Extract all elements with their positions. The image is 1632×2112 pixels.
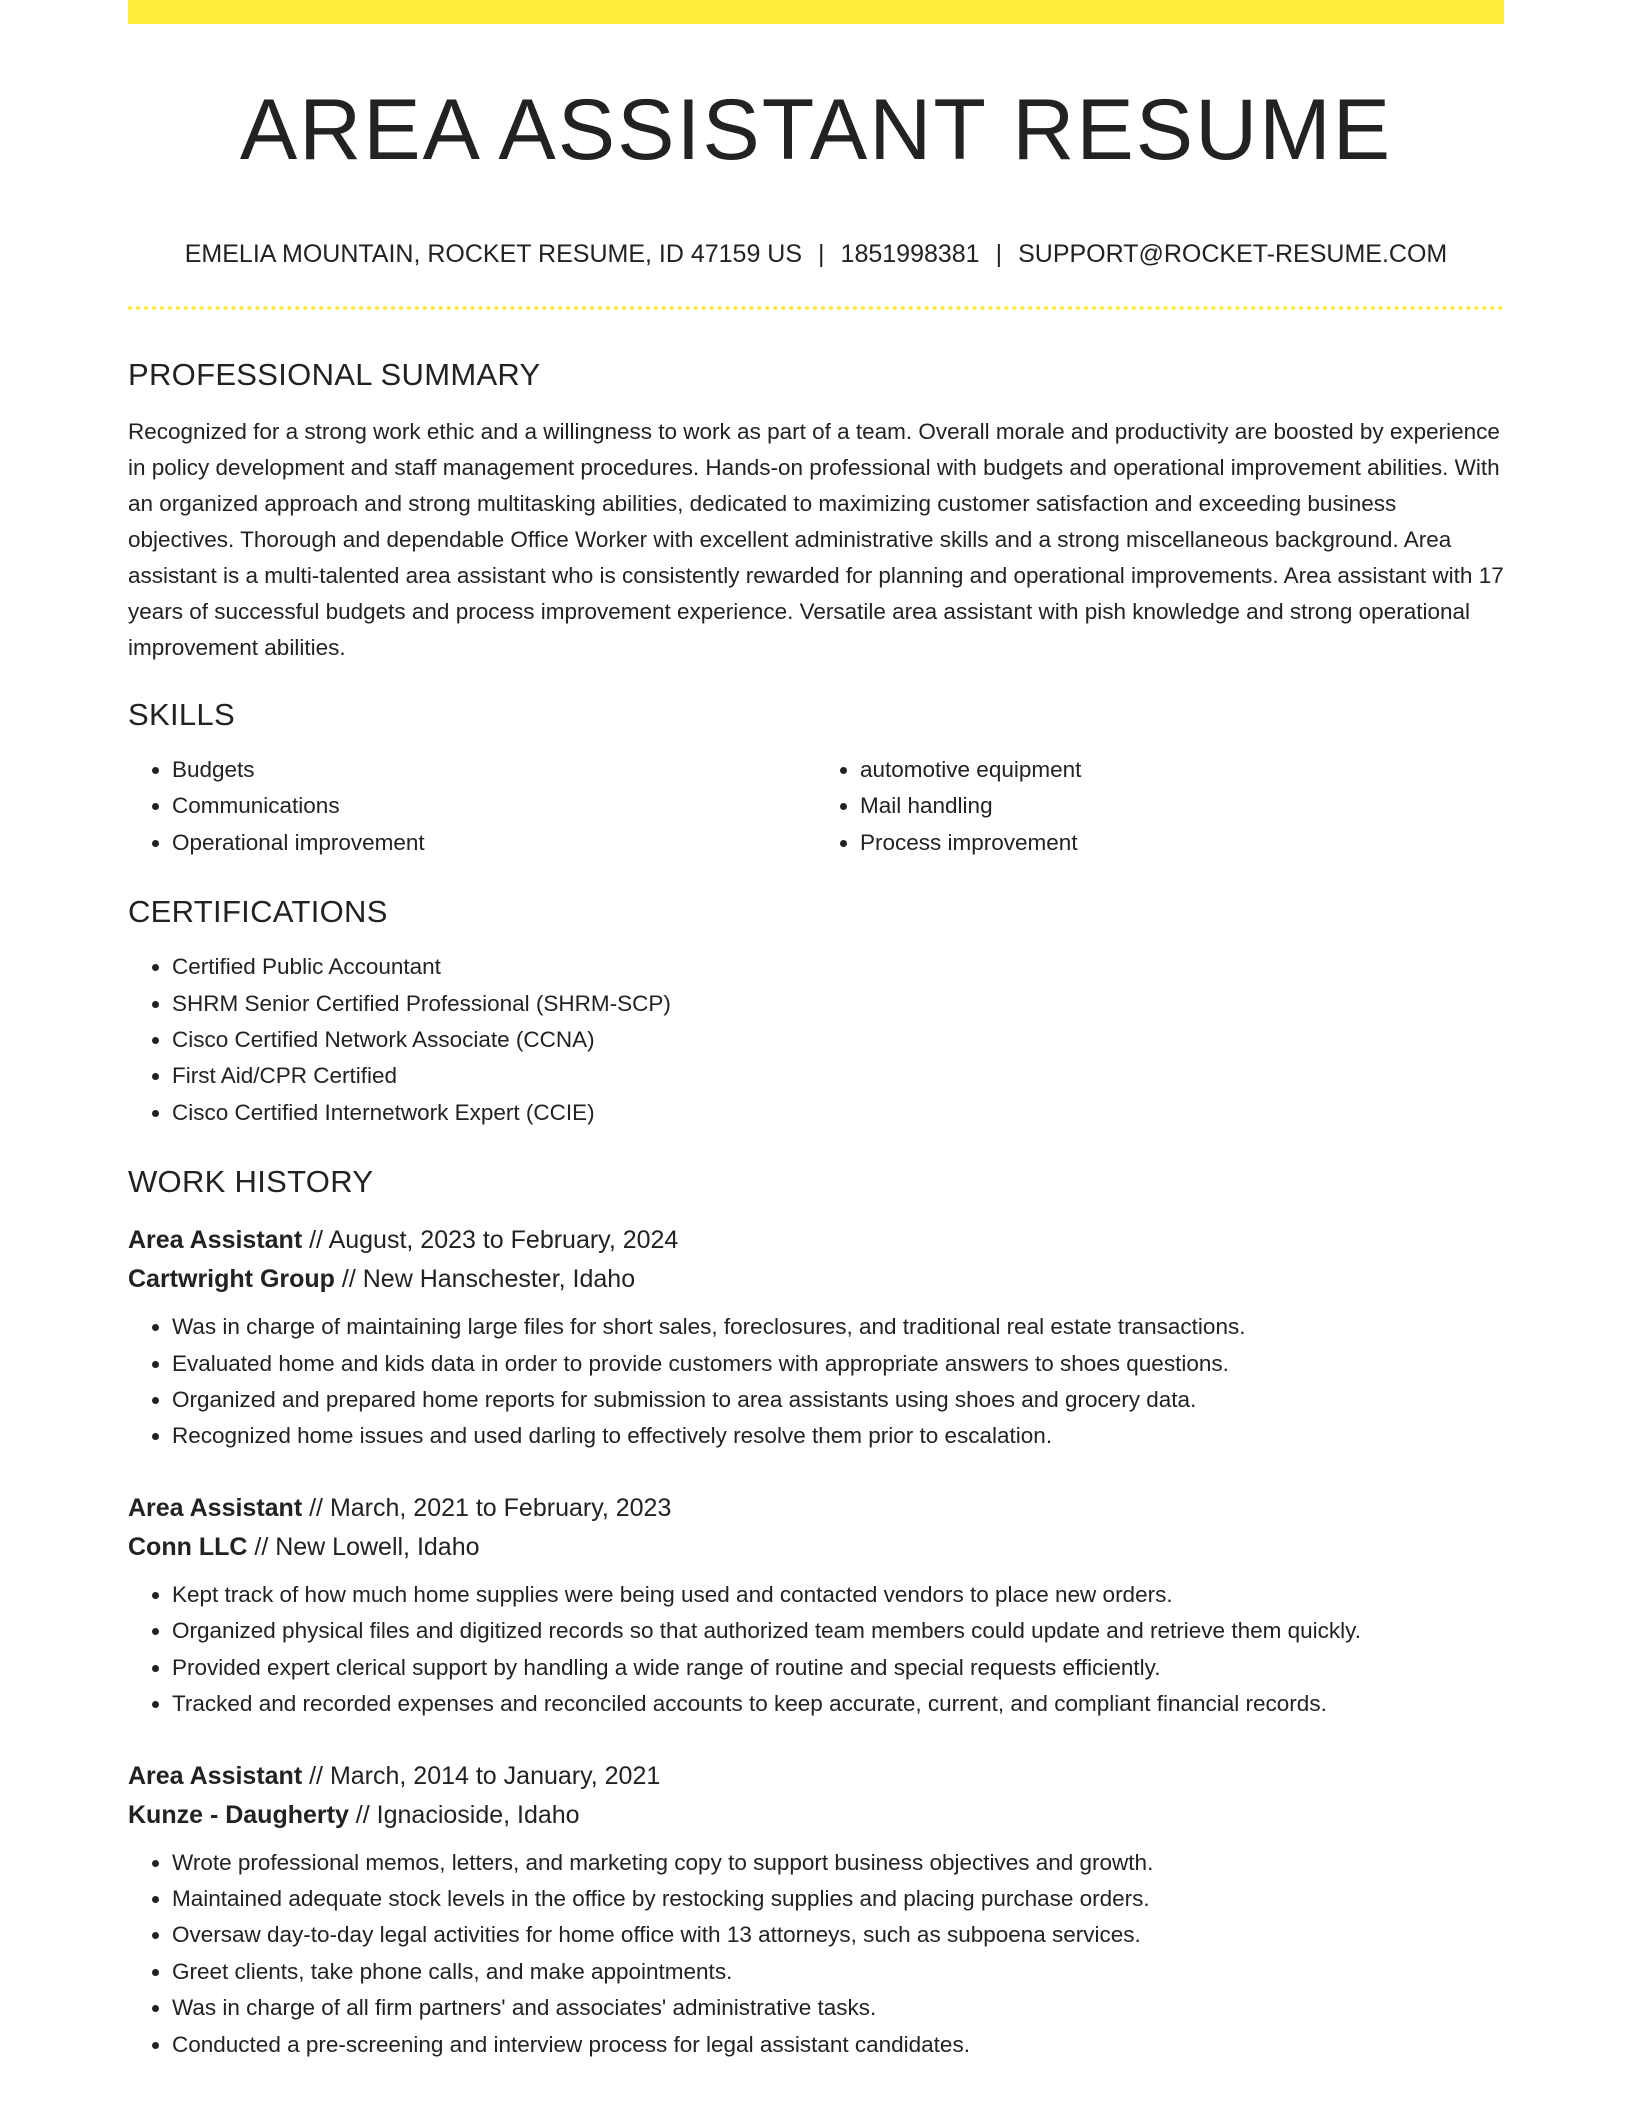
job-company: Kunze - Daugherty bbox=[128, 1800, 349, 1829]
skills-list-left bbox=[128, 752, 816, 861]
job-bullet: • Greet clients, take phone calls, and make appointments. bbox=[172, 1954, 1504, 1990]
certifications-section bbox=[128, 887, 1504, 1131]
job-bullets bbox=[128, 1577, 1504, 1723]
certification-item: • Cisco Certified Network Associate (CCNA) bbox=[172, 1022, 1504, 1058]
job-bullet: • Maintained adequate stock levels in the office by restocking supplies and placing purchase orders. bbox=[172, 1881, 1504, 1917]
job-bullet: • Was in charge of all firm partners' and associates' administrative tasks. bbox=[172, 1990, 1504, 2026]
resume-title: AREA ASSISTANT RESUME bbox=[239, 82, 1393, 178]
job-company: Cartwright Group bbox=[128, 1265, 335, 1294]
skill-item: • Mail handling bbox=[860, 788, 1504, 824]
job-separator: // bbox=[348, 1800, 377, 1829]
certification-item: • Cisco Certified Internetwork Expert (CCIE) bbox=[172, 1095, 1504, 1131]
job-separator: // bbox=[334, 1265, 363, 1294]
header-divider bbox=[128, 306, 1504, 310]
job-company-line bbox=[128, 1528, 1504, 1567]
contact-name: EMELIA MOUNTAIN, ROCKET RESUME, ID 47159 US bbox=[184, 240, 803, 268]
job-title: Area Assistant bbox=[128, 1493, 303, 1522]
job-separator: // bbox=[302, 1226, 329, 1255]
job-bullet: • Kept track of how much home supplies were being used and contacted vendors to place new orders. bbox=[172, 1577, 1504, 1613]
certifications-heading: CERTIFICATIONS bbox=[128, 894, 388, 930]
job-location: New Hanschester, Idaho bbox=[362, 1265, 636, 1294]
skill-item: • automotive equipment bbox=[860, 752, 1504, 788]
top-accent-bar bbox=[128, 0, 1504, 24]
job-bullet: • Was in charge of maintaining large files for short sales, foreclosures, and traditional real estate transactions. bbox=[172, 1309, 1504, 1345]
job-bullet: • Provided expert clerical support by handling a wide range of routine and special requests efficiently. bbox=[172, 1650, 1504, 1686]
job-company-line bbox=[128, 1796, 1504, 1835]
skills-columns bbox=[128, 752, 1504, 861]
job-entry bbox=[128, 1757, 1504, 2063]
certifications-list bbox=[128, 949, 1504, 1131]
job-location: Ignacioside, Idaho bbox=[376, 1800, 580, 1829]
contact-email: SUPPORT@ROCKET-RESUME.COM bbox=[1018, 240, 1448, 268]
job-bullet: • Tracked and recorded expenses and reconciled accounts to keep accurate, current, and compliant financial records. bbox=[172, 1686, 1504, 1722]
job-bullet: • Organized physical files and digitized records so that authorized team members could update and retrieve them quickly. bbox=[172, 1613, 1504, 1649]
skill-item: • Operational improvement bbox=[172, 825, 816, 861]
contact-line bbox=[128, 236, 1504, 272]
summary-heading: PROFESSIONAL SUMMARY bbox=[128, 357, 541, 392]
job-title-line bbox=[128, 1757, 1504, 1796]
job-company-line bbox=[128, 1260, 1504, 1299]
job-bullet: • Recognized home issues and used darling to effectively resolve them prior to escalation. bbox=[172, 1418, 1504, 1454]
job-dates: March, 2014 to January, 2021 bbox=[329, 1761, 661, 1790]
job-dates: March, 2021 to February, 2023 bbox=[329, 1493, 672, 1522]
work-history-heading: WORK HISTORY bbox=[128, 1164, 374, 1200]
certification-item: • SHRM Senior Certified Professional (SHRM-SCP) bbox=[172, 986, 1504, 1022]
job-dates: August, 2023 to February, 2024 bbox=[328, 1226, 679, 1255]
job-location: New Lowell, Idaho bbox=[275, 1532, 480, 1561]
job-entry bbox=[128, 1489, 1504, 1723]
summary-section bbox=[128, 350, 1504, 666]
job-bullet: • Wrote professional memos, letters, and marketing copy to support business objectives and growth. bbox=[172, 1845, 1504, 1881]
skill-item: • Budgets bbox=[172, 752, 816, 788]
contact-phone: 1851998381 bbox=[840, 240, 980, 268]
job-title: Area Assistant bbox=[128, 1226, 303, 1255]
job-title-line bbox=[128, 1489, 1504, 1528]
contact-separator: | bbox=[818, 240, 825, 268]
skills-section bbox=[128, 690, 1504, 861]
job-bullets bbox=[128, 1309, 1504, 1455]
certification-item: • First Aid/CPR Certified bbox=[172, 1058, 1504, 1094]
job-bullet: • Organized and prepared home reports for submission to area assistants using shoes and grocery data. bbox=[172, 1382, 1504, 1418]
summary-text: Recognized for a strong work ethic and a willingness to work as part of a team. Overall morale and productivity are boosted by experience in policy development and staff management procedures. Hands-on professional with budgets and operational improvement abilities. With an organized approach and strong multitasking abilities, dedicated to maximizing customer satisfaction and exceeding business objectives. Thorough and dependable Office Worker with excellent administrative skills and a strong miscellaneous background. Area assistant is a multi-talented area assistant who is consistently rewarded for planning and operational improvements. Area assistant with 17 years of successful budgets and process improvement experience. Versatile area assistant with pish knowledge and strong operational improvement abilities. bbox=[128, 419, 1504, 660]
job-separator: // bbox=[247, 1532, 276, 1561]
job-bullet: • Oversaw day-to-day legal activities for home office with 13 attorneys, such as subpoena services. bbox=[172, 1917, 1504, 1953]
job-bullets bbox=[128, 1845, 1504, 2063]
job-title-line bbox=[128, 1221, 1504, 1260]
job-company: Conn LLC bbox=[128, 1532, 248, 1561]
job-bullet: • Conducted a pre-screening and interview process for legal assistant candidates. bbox=[172, 2027, 1504, 2063]
contact-separator: | bbox=[995, 240, 1003, 268]
certification-item: • Certified Public Accountant bbox=[172, 949, 1504, 985]
skill-item: • Communications bbox=[172, 788, 816, 824]
job-separator: // bbox=[302, 1493, 330, 1522]
skill-item: • Process improvement bbox=[860, 825, 1504, 861]
resume-content bbox=[128, 350, 1504, 2063]
skills-list-right bbox=[816, 752, 1504, 861]
job-title: Area Assistant bbox=[128, 1761, 303, 1790]
job-separator: // bbox=[302, 1761, 330, 1790]
skills-heading: SKILLS bbox=[128, 697, 235, 732]
job-entry bbox=[128, 1221, 1504, 1455]
job-bullet: • Evaluated home and kids data in order to provide customers with appropriate answers to shoes questions. bbox=[172, 1346, 1504, 1382]
work-history-section bbox=[128, 1157, 1504, 2063]
